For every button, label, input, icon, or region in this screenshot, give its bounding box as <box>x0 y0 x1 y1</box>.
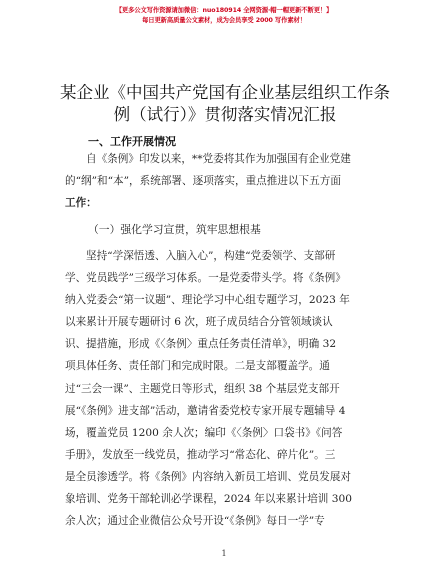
body-line: 手册》，发放至一线党员，推动学习“常态化、碎片化”。三 <box>65 448 336 461</box>
intro-paragraph <box>65 148 388 214</box>
body-line: 纳入党委会“第一议题”、理论学习中心组专题学习，2023 年 <box>65 294 350 307</box>
body-line: 学、党员践学”三级学习体系。一是党委带头学。将《条例》 <box>65 272 346 285</box>
section-heading: 一、工作开展情况 <box>88 135 176 148</box>
intro-line: 自《条例》印发以来，**党委将其作为加强国有企业党建 <box>86 153 351 165</box>
title-line-2: 例（试行）》贯彻落实情况汇报 <box>113 105 337 124</box>
banner-line-2: 每日更新高质量公文素材，成为会员享受 2000 写作素材！ <box>142 17 306 24</box>
intro-line: 的“纲”和“本”，系统部署、逐项落实，重点推进以下五方面 <box>65 175 341 188</box>
body-line: 以来累计开展专题研讨 6 次，班子成员结合分管领域谈认 <box>65 316 333 329</box>
body-line: 象培训、党务干部轮训必学课程，2024 年以来累计培训 300 <box>65 493 352 506</box>
body-line: 余人次；通过企业微信公众号开设“《条例》每日一学”专 <box>65 515 325 528</box>
body-line: 坚持“学深悟透、入脑入心”，构建“党委领学、支部研 <box>86 250 336 262</box>
body-line: 展“《条例》进支部”活动，邀请省委党校专家开展专题辅导 4 <box>65 404 346 417</box>
page-number: 1 <box>221 549 227 558</box>
banner-line-1: 【更多公文写作资源请加微信：nuo180914 全网资源·帽一帽更新不断更！】 <box>115 7 333 14</box>
body-line: 是全员渗透学。将《条例》内容纳入新员工培训、党员发展对 <box>65 470 352 483</box>
body-line: 识、提措施，形成《〈条例〉重点任务责任清单》，明确 32 <box>65 338 337 351</box>
body-line: 项具体任务、责任部门和完成时限。二是支部覆盖学。通 <box>65 360 330 373</box>
title-line-1: 某企业《中国共产党国有企业基层组织工作条 <box>60 83 390 102</box>
subsection-heading: （一）强化学习宣贯，筑牢思想根基 <box>88 223 261 236</box>
watermark-banner <box>0 6 448 26</box>
body-line: 场，覆盖党员 1200 余人次；编印《〈条例〉口袋书》《问答 <box>65 426 343 439</box>
document-title <box>60 82 390 126</box>
intro-line: 工作： <box>65 197 97 210</box>
body-line: 过“三会一课”、主题党日等形式，组织 38 个基层党支部开 <box>65 382 340 395</box>
body-paragraph <box>65 245 388 532</box>
